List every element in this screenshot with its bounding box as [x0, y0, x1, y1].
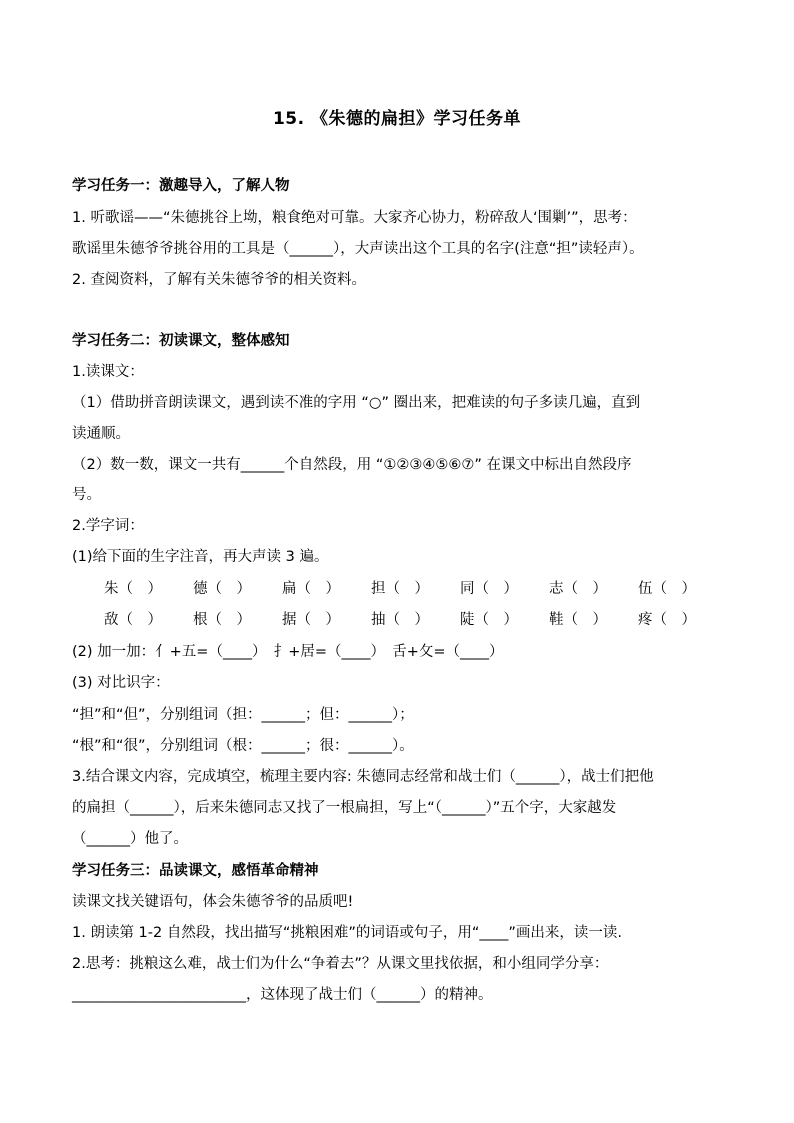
- char-item: 据（ ）: [282, 612, 340, 628]
- char-item: 同（ ）: [460, 581, 518, 597]
- task2-compare-1: “担”和“但”，分别组词（担：______；但：______）；: [72, 707, 414, 723]
- task2-compare-heading: (3) 对比识字：: [72, 675, 170, 691]
- task2-heading: 学习任务二：初读课文，整体感知: [72, 333, 290, 349]
- task2-add-line: (2) 加一加：亻+五=（____） 扌+居=（____） 舌+攵=（____）: [72, 644, 504, 660]
- task3-line-4: ________________________，这体现了战士们（______）的精神。: [72, 987, 493, 1003]
- task2-line-2: （1）借助拼音朗读课文，遇到读不准的字用 “○” 圈出来，把难读的句子多读几遍，直到: [72, 395, 641, 411]
- char-item: 鞋（ ）: [549, 612, 607, 628]
- char-item: 抽（ ）: [371, 612, 429, 628]
- task2-line-1: 1.读课文：: [72, 364, 144, 380]
- task1-line-3: 2. 查阅资料，了解有关朱德爷爷的相关资料。: [72, 272, 366, 288]
- char-row-1: [104, 578, 727, 600]
- char-item: 伍（ ）: [638, 581, 696, 597]
- char-item: 扁（ ）: [282, 581, 340, 597]
- task2-line-5: 号。: [72, 487, 101, 503]
- task2-line-7: (1)给下面的生字注音，再大声读 3 遍。: [72, 549, 329, 565]
- task2-line-4: （2）数一数，课文一共有______个自然段，用 “①②③④⑤⑥⑦” 在课文中标出自然段序: [72, 457, 632, 473]
- char-item: 志（ ）: [549, 581, 607, 597]
- task2-line-3: 读通顺。: [72, 426, 130, 442]
- char-item: 德（ ）: [193, 581, 251, 597]
- task2-compare-2: “根”和“很”，分别组词（根：______；很：______）。: [72, 738, 414, 754]
- task1-line-2: 歌谣里朱德爷爷挑谷用的工具是（______），大声读出这个工具的名字(注意“担”读轻声）。: [72, 241, 644, 257]
- char-item: 陡（ ）: [460, 612, 518, 628]
- page-title: 15. 《朱德的扁担》学习任务单: [272, 109, 522, 129]
- task2-summary-1: 3.结合课文内容，完成填空，梳理主要内容: 朱德同志经常和战士们（______），战士们把他: [72, 769, 654, 785]
- char-item: 担（ ）: [371, 581, 429, 597]
- char-item: 敌（ ）: [104, 612, 162, 628]
- task3-line-3: 2.思考：挑粮这么难，战士们为什么“争着去”？从课文里找依据，和小组同学分享：: [72, 956, 609, 972]
- task3-heading: 学习任务三：品读课文，感悟革命精神: [72, 863, 319, 879]
- char-item: 朱（ ）: [104, 581, 162, 597]
- task3-line-2: 1. 朗读第 1-2 自然段，找出描写“挑粮困难”的词语或句子，用“____”画出来，读一读.: [72, 925, 622, 941]
- char-item: 疼（ ）: [638, 612, 696, 628]
- task1-line-1: 1. 听歌谣——“朱德挑谷上坳，粮食绝对可靠。大家齐心协力，粉碎敌人‘围剿’”，思考：: [72, 210, 637, 226]
- task3-line-1: 读课文找关键语句，体会朱德爷爷的品质吧!: [72, 894, 354, 910]
- task2-summary-3: （______）他了。: [72, 831, 188, 847]
- task2-summary-2: 的扁担（______），后来朱德同志又找了一根扁担，写上“（______）”五个字，大家越发: [72, 800, 617, 816]
- task2-line-6: 2.学字词：: [72, 518, 144, 534]
- char-item: 根（ ）: [193, 612, 251, 628]
- char-row-2: [104, 609, 727, 631]
- task1-heading: 学习任务一：激趣导入，了解人物: [72, 178, 290, 194]
